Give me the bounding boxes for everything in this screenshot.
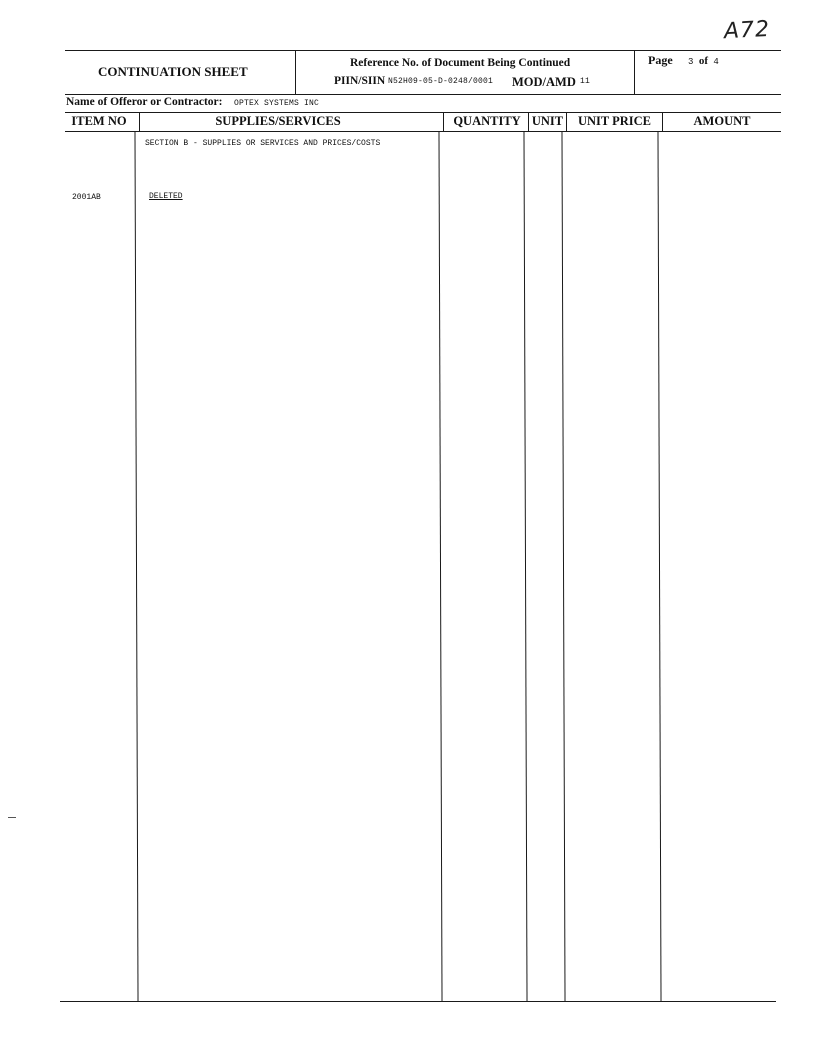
header-divider-2	[634, 50, 635, 94]
item-description-cell: DELETED	[149, 192, 183, 201]
section-heading: SECTION B - SUPPLIES OR SERVICES AND PRICES/COSTS	[145, 139, 381, 148]
offeror-value: OPTEX SYSTEMS INC	[234, 99, 320, 108]
piin-value: N52H09-05-D-0248/0001	[388, 77, 494, 86]
piin-label: PIIN/SIIN	[334, 75, 386, 87]
col-header-quantity: QUANTITY	[453, 114, 521, 128]
col-header-amount: AMOUNT	[693, 114, 751, 128]
offeror-label: Name of Offeror or Contractor:	[66, 96, 223, 108]
col-sep-1	[139, 112, 140, 132]
col-sep-5	[662, 112, 663, 132]
page-number	[688, 55, 719, 67]
column-header-top-rule	[65, 112, 781, 113]
col-header-item-no: ITEM NO	[71, 114, 127, 128]
header-divider-1	[295, 50, 296, 94]
col-header-unit-price: UNIT PRICE	[577, 114, 652, 128]
col-sep-4-body	[561, 131, 565, 1001]
col-sep-3-body	[523, 131, 527, 1001]
col-sep-3	[528, 112, 529, 132]
page-total: 4	[713, 57, 719, 67]
page-of: of	[698, 55, 708, 67]
page-label: Page	[648, 53, 673, 67]
col-sep-4	[566, 112, 567, 132]
col-sep-5-body	[657, 131, 661, 1001]
col-sep-2-body	[438, 131, 442, 1001]
col-sep-2	[443, 112, 444, 132]
handwritten-annotation: A72	[723, 16, 771, 45]
column-header-bottom-rule	[65, 131, 781, 132]
col-header-supplies: SUPPLIES/SERVICES	[215, 114, 341, 128]
header-bottom-rule	[65, 94, 781, 95]
page-current: 3	[688, 57, 694, 67]
sheet-title: CONTINUATION SHEET	[98, 64, 248, 79]
mod-label: MOD/AMD	[512, 75, 576, 89]
mod-value: 11	[580, 77, 591, 86]
reference-label: Reference No. of Document Being Continued	[350, 57, 571, 69]
col-sep-1-body	[134, 131, 138, 1001]
table-bottom-rule	[60, 1001, 776, 1002]
header-top-rule	[65, 50, 781, 51]
item-no-cell: 2001AB	[72, 193, 101, 202]
col-header-unit: UNIT	[531, 114, 564, 128]
scan-margin-mark	[8, 817, 16, 818]
